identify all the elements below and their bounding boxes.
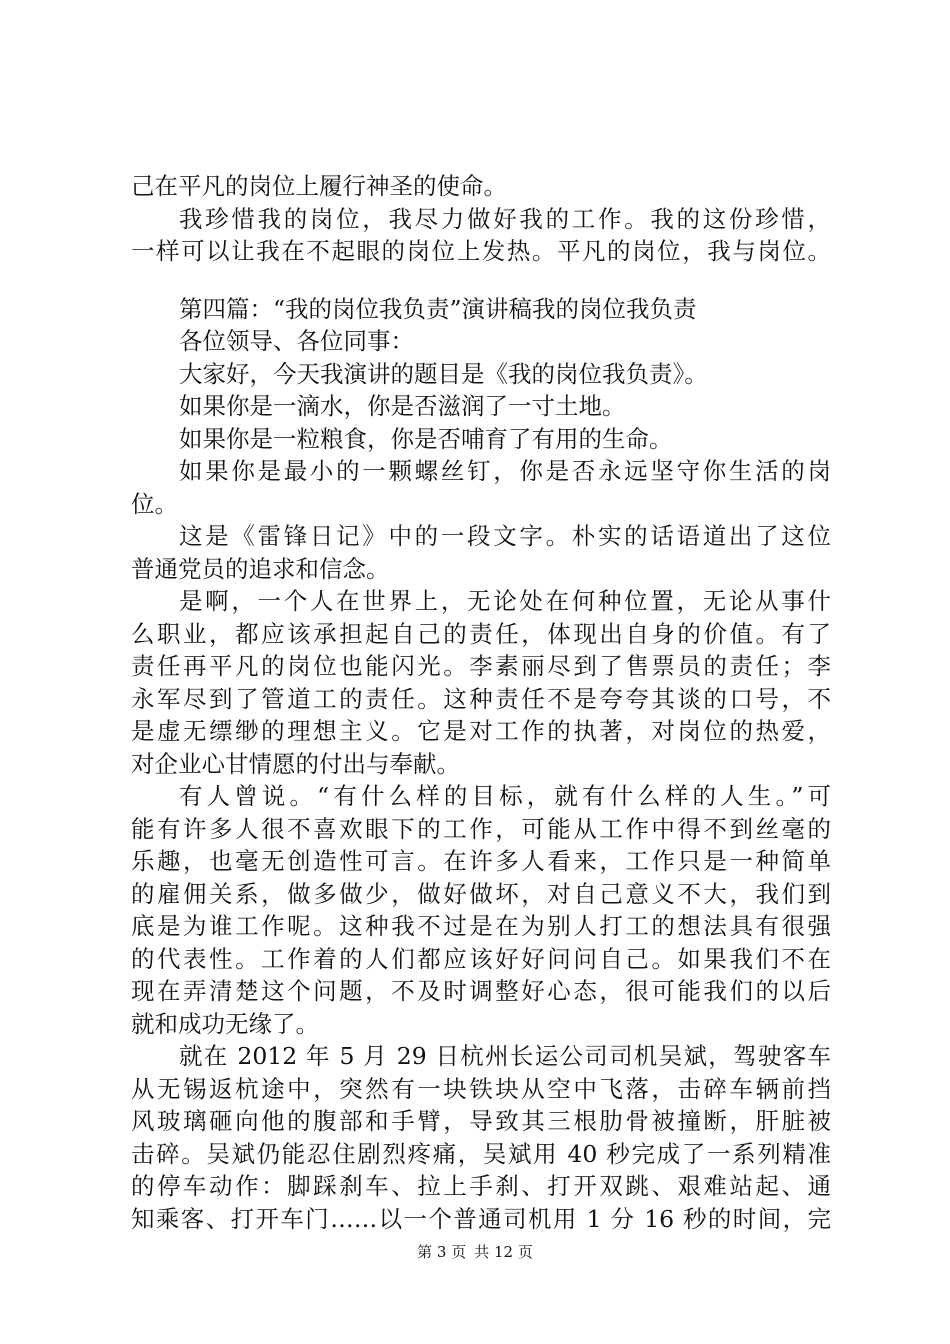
text-line: 有人曾说。“有什么样的目标，就有什么样的人生。”可: [179, 782, 831, 810]
text-line: 现在弄清楚这个问题，不及时调整好心态，很可能我们的以后: [131, 977, 831, 1005]
text-line: 知乘客、打开车门……以一个普通司机用 1 分 16 秒的时间，完: [131, 1204, 831, 1233]
text-line: 普通党员的追求和信念。: [131, 554, 390, 583]
text-line: 如果你是一粒粮食，你是否哺育了有用的生命。: [179, 424, 673, 453]
text-line: 就和成功无缘了。: [131, 1009, 319, 1038]
text-line: 己在平凡的岗位上履行神圣的使命。: [131, 172, 507, 200]
section-heading: 第四篇：“我的岗位我负责”演讲稿我的岗位我负责: [179, 294, 697, 323]
text-line: 能有许多人很不喜欢眼下的工作，可能从工作中得不到丝毫的: [131, 814, 831, 843]
paragraph-gap: [131, 268, 831, 293]
page-footer: [0, 1242, 950, 1262]
page-total: 共 12 页: [474, 1243, 533, 1261]
text-line: 的停车动作：脚踩刹车、拉上手刹、打开双跳、艰难站起、通: [131, 1172, 831, 1200]
text-line: 大家好，今天我演讲的题目是《我的岗位我负责》。: [179, 359, 708, 388]
text-line: 是虚无缥缈的理想主义。它是对工作的执著，对岗位的热爱，: [131, 717, 831, 745]
text-line: 从无锡返杭途中，突然有一块铁块从空中飞落，击碎车辆前挡: [131, 1074, 831, 1103]
text-line: 永军尽到了管道工的责任。这种责任不是夸夸其谈的口号，不: [131, 684, 831, 713]
text-line: 这是《雷锋日记》中的一段文字。朴实的话语道出了这位: [179, 522, 831, 550]
text-line: 么职业，都应该承担起自己的责任，体现出自身的价值。有了: [131, 619, 831, 648]
page-number: 第 3 页: [417, 1243, 467, 1261]
text-line: 击碎。吴斌仍能忍住剧烈疼痛，吴斌用 40 秒完成了一系列精准: [131, 1139, 831, 1168]
text-line: 一样可以让我在不起眼的岗位上发热。平凡的岗位，我与岗位。: [131, 237, 831, 265]
text-line: 我珍惜我的岗位，我尽力做好我的工作。我的这份珍惜，: [179, 204, 831, 233]
text-line: 的代表性。工作着的人们都应该好好问问自己。如果我们不在: [131, 944, 831, 973]
text-line: 责任再平凡的岗位也能闪光。李素丽尽到了售票员的责任；李: [131, 652, 831, 680]
text-line: 对企业心甘情愿的付出与奉献。: [131, 749, 460, 778]
text-line: 就在 2012 年 5 月 29 日杭州长运公司司机吴斌，驾驶客车: [179, 1042, 831, 1070]
text-line: 风玻璃砸向他的腹部和手臂，导致其三根肋骨被撞断，肝脏被: [131, 1107, 831, 1135]
text-line: 如果你是一滴水，你是否滋润了一寸土地。: [179, 392, 626, 420]
text-line: 的雇佣关系，做多做少，做好做坏，对自己意义不大，我们到: [131, 879, 831, 908]
text-line: 乐趣，也毫无创造性可言。在许多人看来，工作只是一种简单: [131, 847, 831, 875]
text-line: 底是为谁工作呢。这种我不过是在为别人打工的想法具有很强: [131, 912, 831, 940]
text-line: 各位领导、各位同事：: [179, 327, 414, 355]
text-line: 如果你是最小的一颗螺丝钉，你是否永远坚守你生活的岗: [179, 457, 831, 485]
text-line: 位。: [131, 489, 178, 518]
text-line: 是啊，一个人在世界上，无论处在何种位置，无论从事什: [179, 587, 831, 615]
document-body: [131, 170, 831, 1235]
